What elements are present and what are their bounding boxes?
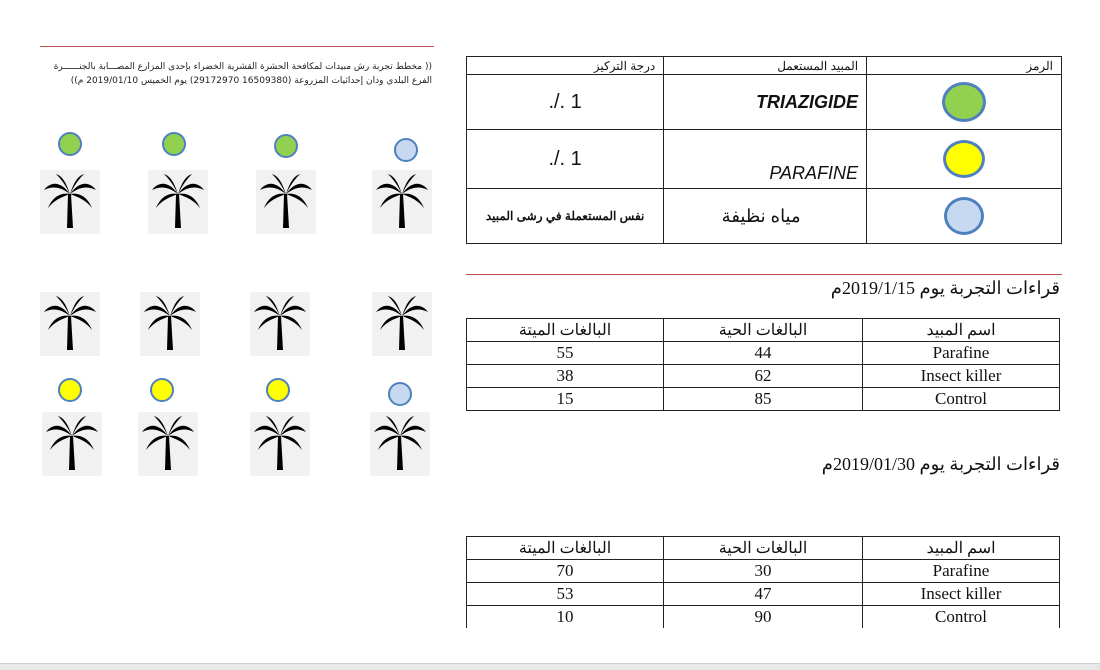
reading2-clip (466, 536, 1062, 628)
green-circle-icon (942, 82, 986, 122)
palm-tree-icon (250, 292, 310, 356)
header-alive: البالغات الحية (664, 319, 863, 342)
name-cell: Insect killer (863, 583, 1060, 606)
marker-green (162, 132, 186, 156)
header-concentration: درجة التركيز (467, 57, 664, 75)
palm-tree-icon (138, 412, 198, 476)
alive-cell: 85 (664, 388, 863, 411)
palm-tree-icon (140, 292, 200, 356)
dead-cell: 70 (467, 560, 664, 583)
dead-cell: 10 (467, 606, 664, 629)
symbol-cell (867, 75, 1062, 130)
name-cell: Control (863, 388, 1060, 411)
key-row (467, 189, 1062, 244)
palm-tree-icon (372, 292, 432, 356)
header-pesticide: المبيد المستعمل (664, 57, 867, 75)
palm-tree-icon (40, 170, 100, 234)
name-cell: Insect killer (863, 365, 1060, 388)
readings-top-rule (466, 274, 1062, 275)
marker-green (274, 134, 298, 158)
plot-caption (40, 60, 432, 88)
alive-cell: 90 (664, 606, 863, 629)
marker-blue (394, 138, 418, 162)
blue-circle-icon (944, 197, 984, 235)
concentration-cell: ./. 1 (467, 130, 664, 189)
palm-tree-icon (372, 170, 432, 234)
header-name: اسم المبيد (863, 537, 1060, 560)
name-cell: Parafine (863, 560, 1060, 583)
caption-top-rule (40, 46, 434, 47)
alive-cell: 44 (664, 342, 863, 365)
key-table-header (467, 57, 1062, 75)
pesticide-key-table (466, 56, 1062, 244)
concentration-cell: ./. 1 (467, 75, 664, 130)
header-dead: البالغات الميتة (467, 537, 664, 560)
table-row (467, 606, 1060, 629)
key-row (467, 75, 1062, 130)
marker-yellow (150, 378, 174, 402)
table-row (467, 583, 1060, 606)
yellow-circle-icon (943, 140, 985, 178)
reading2-header-row (467, 537, 1060, 560)
palm-tree-icon (250, 412, 310, 476)
reading2-table (466, 536, 1060, 628)
symbol-cell (867, 130, 1062, 189)
key-row (467, 130, 1062, 189)
dead-cell: 55 (467, 342, 664, 365)
alive-cell: 30 (664, 560, 863, 583)
palm-tree-icon (42, 412, 102, 476)
plot-caption-line1: (( مخطط تجربة رش مبيدات لمكافحة الحشرة القشرية الخضراء بإحدى المزارع المصـــابة بالجنــــــرة (53, 62, 432, 72)
marker-blue (388, 382, 412, 406)
table-row (467, 365, 1060, 388)
reading1-table (466, 318, 1060, 411)
header-symbol: الرمز (867, 57, 1062, 75)
reading1-header-row (467, 319, 1060, 342)
plot-caption-line2: الفرع البلدي ودان إحداثيات المزروعة (16509380 29172970) يوم الخميس 2019/01/10 م)) (70, 76, 432, 86)
marker-green (58, 132, 82, 156)
concentration-cell: نفس المستعملة في رشى المبيد (467, 189, 664, 244)
table-row (467, 560, 1060, 583)
palm-tree-icon (370, 412, 430, 476)
palm-tree-icon (148, 170, 208, 234)
name-cell: Parafine (863, 342, 1060, 365)
dead-cell: 53 (467, 583, 664, 606)
palm-tree-icon (256, 170, 316, 234)
pesticide-cell: مياه نظيفة (664, 189, 867, 244)
dead-cell: 15 (467, 388, 664, 411)
name-cell: Control (863, 606, 1060, 629)
table-row (467, 388, 1060, 411)
pesticide-cell: PARAFINE (664, 130, 867, 189)
palm-tree-icon (40, 292, 100, 356)
alive-cell: 62 (664, 365, 863, 388)
header-name: اسم المبيد (863, 319, 1060, 342)
reading1-heading: قراءات التجربة يوم 2019/1/15م (830, 278, 1060, 298)
pesticide-cell: TRIAZIGIDE (664, 75, 867, 130)
header-alive: البالغات الحية (664, 537, 863, 560)
symbol-cell (867, 189, 1062, 244)
marker-yellow (58, 378, 82, 402)
marker-yellow (266, 378, 290, 402)
alive-cell: 47 (664, 583, 863, 606)
dead-cell: 38 (467, 365, 664, 388)
reading2-heading: قراءات التجربة يوم 2019/01/30م (821, 454, 1060, 474)
table-row (467, 342, 1060, 365)
header-dead: البالغات الميتة (467, 319, 664, 342)
